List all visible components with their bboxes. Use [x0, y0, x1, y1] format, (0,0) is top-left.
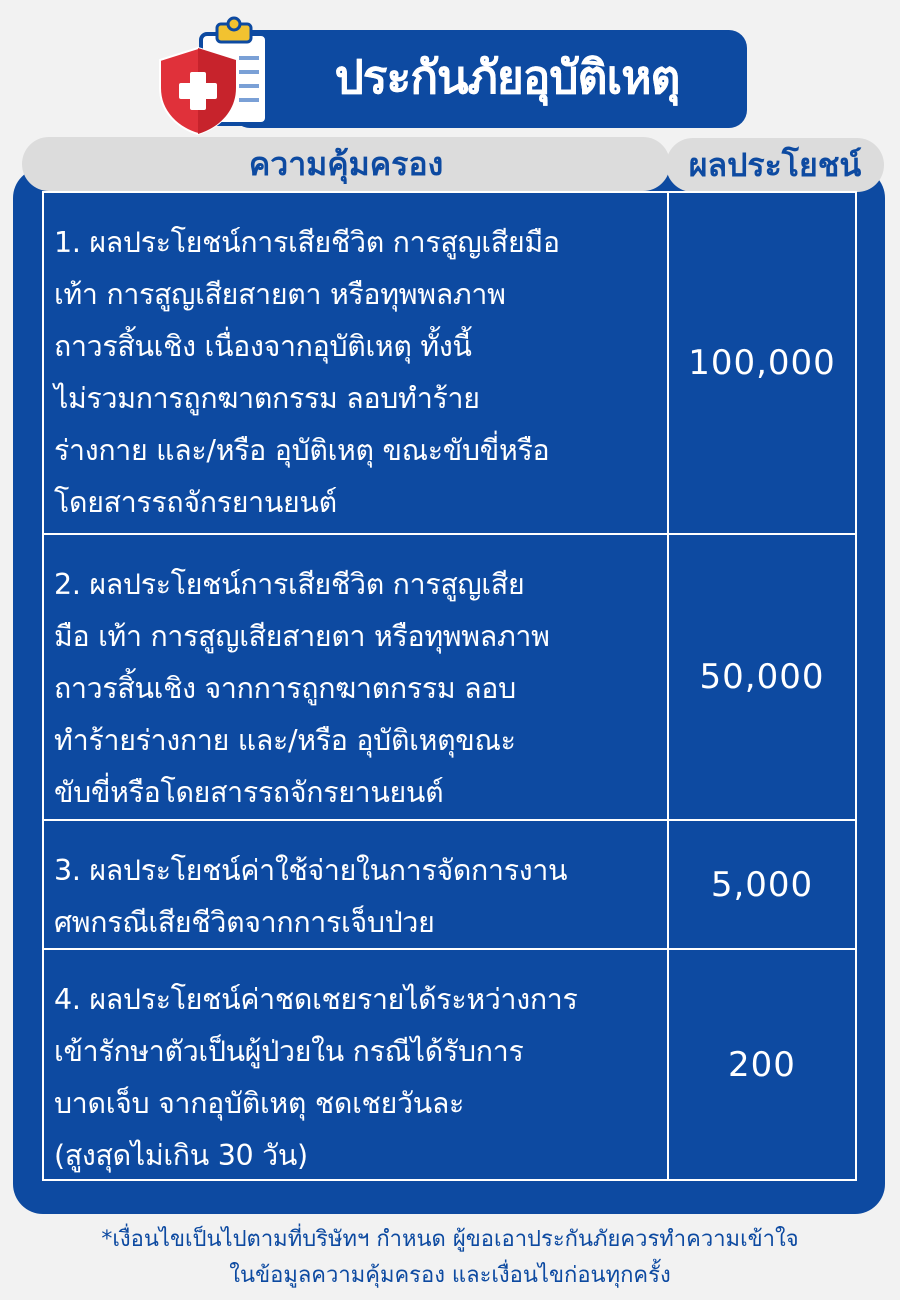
- description-line: 3. ผลประโยชน์ค่าใช้จ่ายในการจัดการงาน: [54, 854, 568, 887]
- description-line: 4. ผลประโยชน์ค่าชดเชยรายได้ระหว่างการ: [54, 983, 578, 1016]
- benefit-amount: 5,000: [710, 864, 814, 905]
- table-row: [44, 950, 855, 1179]
- description-line: เท้า การสูญเสียสายตา หรือทุพพลภาพ: [54, 278, 506, 311]
- description-line: โดยสารรถจักรยานยนต์: [54, 486, 337, 519]
- benefit-amount: 50,000: [699, 657, 825, 697]
- footnote-line: ในข้อมูลความคุ้มครอง และเงื่อนไขก่อนทุกครั้ง: [229, 1263, 671, 1288]
- description-line: ร่างกาย และ/หรือ อุบัติเหตุ ขณะขับขี่หรือ: [54, 434, 550, 467]
- coverage-description: [44, 950, 669, 1179]
- coverage-description: [44, 535, 669, 819]
- shield-medical-cross-icon: [156, 46, 240, 136]
- table-row: [44, 821, 855, 950]
- table-row: [44, 535, 855, 821]
- coverage-table: [42, 191, 857, 1181]
- coverage-description: [44, 193, 669, 533]
- description-line: เข้ารักษาตัวเป็นผู้ป่วยใน กรณีได้รับการ: [54, 1035, 524, 1068]
- benefit-column-header: ผลประโยชน์: [666, 138, 884, 192]
- description-line: ถาวรสิ้นเชิง จากการถูกฆาตกรรม ลอบ: [54, 672, 516, 705]
- benefit-amount: 100,000: [688, 343, 836, 383]
- coverage-column-header: ความคุ้มครอง: [22, 137, 670, 191]
- description-line: ถาวรสิ้นเชิง เนื่องจากอุบัติเหตุ ทั้งนี้: [54, 330, 472, 363]
- description-line: บาดเจ็บ จากอุบัติเหตุ ชดเชยวันละ: [54, 1087, 465, 1120]
- description-line: 1. ผลประโยชน์การเสียชีวิต การสูญเสียมือ: [54, 226, 560, 259]
- table-row: [44, 193, 855, 535]
- description-line: ทำร้ายร่างกาย และ/หรือ อุบัติเหตุขณะ: [54, 724, 516, 757]
- benefit-amount: 200: [728, 1044, 796, 1085]
- description-line: 2. ผลประโยชน์การเสียชีวิต การสูญเสีย: [54, 568, 525, 601]
- description-line: (สูงสุดไม่เกิน 30 วัน): [54, 1139, 308, 1172]
- description-line: ศพกรณีเสียชีวิตจากการเจ็บป่วย: [54, 906, 435, 939]
- description-line: ขับขี่หรือโดยสารรถจักรยานยนต์: [54, 776, 444, 809]
- footnote-line: *เงื่อนไขเป็นไปตามที่บริษัทฯ กำหนด ผู้ขอเอาประกันภัยควรทำความเข้าใจ: [101, 1227, 799, 1252]
- disclaimer-footnote: [20, 1222, 880, 1294]
- coverage-description: [44, 821, 669, 948]
- page-title: ประกันภัยอุบัติเหตุ: [334, 49, 680, 104]
- description-line: ไม่รวมการถูกฆาตกรรม ลอบทำร้าย: [54, 382, 480, 415]
- description-line: มือ เท้า การสูญเสียสายตา หรือทุพพลภาพ: [54, 620, 550, 653]
